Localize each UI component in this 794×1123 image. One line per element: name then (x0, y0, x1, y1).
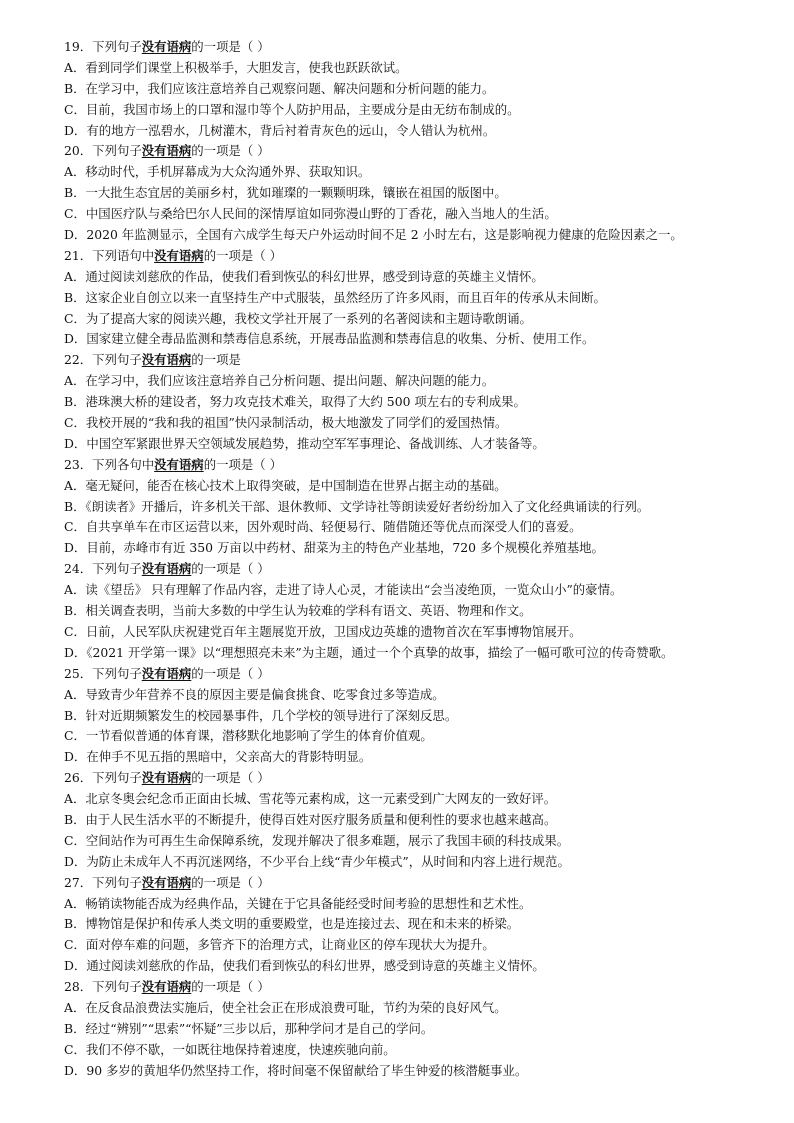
answer-option: D．为防止未成年人不再沉迷网络，不少平台上线“青少年模式”，从时间和内容上进行规范。 (64, 853, 570, 869)
question-stem-after: 的一项是（ ） (191, 143, 270, 159)
answer-option: A．在学习中，我们应该注意培养自己分析问题、提出问题、解决问题的能力。 (64, 373, 495, 389)
answer-option: D．《2021 开学第一课》以“理想照亮未来”为主题，通过一个个真挚的故事，描绘了一幅可歌可泣的传奇赞歌。 (64, 644, 674, 660)
question-stem (64, 768, 769, 789)
question-stem (64, 664, 769, 685)
answer-option: D．2020 年监测显示，全国有六成学生每天户外运动时间不足 2 小时左右，这是影响视力健康的危险因素之一。 (64, 227, 683, 243)
answer-option: B．《朗读者》开播后，许多机关干部、退休教师、文学诗社等朗读爱好者纷纷加入了文化经典诵读的行列。 (64, 498, 650, 514)
question-stem-before: 下列句子 (92, 665, 142, 681)
question-keyword: 没有语病 (141, 979, 192, 995)
answer-option: C．自共享单车在市区运营以来，因外观时尚、轻便易行、随借随还等优点而深受人们的喜爱。 (64, 519, 582, 535)
answer-option: C．我们不停不歇，一如既往地保持着速度，快速疾驰向前。 (64, 1041, 396, 1057)
question-stem (64, 977, 769, 998)
question-keyword: 没有语病 (141, 665, 192, 681)
answer-option: A．畅销读物能否成为经典作品，关键在于它具备能经受时间考验的思想性和艺术性。 (64, 895, 532, 911)
question-number: 25． (64, 665, 93, 681)
question-stem (64, 246, 769, 267)
answer-option: A．读《望岳》 只有理解了作品内容，走进了诗人心灵，才能读出“会当凌绝顶，一览众山小”的豪情。 (64, 582, 623, 598)
answer-option: B．由于人民生活水平的不断提升，使得百姓对医疗服务质量和便利性的要求也越来越高。 (64, 811, 557, 827)
answer-option: B．这家企业自创立以来一直坚持生产中式服装，虽然经历了许多风雨，而且百年的传承从未间断。 (64, 289, 606, 305)
answer-option: D．国家建立健全毒品监测和禁毒信息系统，开展毒品监测和禁毒信息的收集、分析、使用工作。 (64, 331, 595, 347)
answer-option: C．中国医疗队与桑给巴尔人民间的深情厚谊如同弥漫山野的丁香花，融入当地人的生活。 (64, 206, 557, 222)
answer-option: D．在伸手不见五指的黑暗中，父亲高大的背影特明显。 (64, 749, 372, 765)
question-stem-after: 的一项是 (191, 352, 241, 368)
question-number: 23． (64, 456, 93, 472)
answer-option: B．在学习中，我们应该注意培养自己观察问题、解决问题和分析问题的能力。 (64, 80, 495, 96)
question-stem-before: 下列句子 (92, 770, 142, 786)
answer-option: D．通过阅读刘慈欣的作品，使我们看到恢弘的科幻世界，感受到诗意的英雄主义情怀。 (64, 958, 545, 974)
question-block (64, 768, 769, 872)
question-stem-before: 下列各句中 (92, 456, 155, 472)
question-number: 24． (64, 561, 93, 577)
question-block (64, 559, 769, 663)
question-stem (64, 350, 769, 371)
question-keyword: 没有语病 (141, 561, 192, 577)
question-stem-before: 下列句子 (92, 143, 142, 159)
answer-option: B．港珠澳大桥的建设者，努力攻克技术难关，取得了大约 500 项左右的专利成果。 (64, 394, 526, 410)
question-stem-after: 的一项是（ ） (191, 561, 270, 577)
question-keyword: 没有语病 (154, 247, 204, 263)
question-number: 19． (64, 39, 93, 54)
question-stem (64, 141, 769, 162)
question-keyword: 没有语病 (141, 143, 192, 159)
question-keyword: 没有语病 (141, 770, 192, 786)
answer-option: A．移动时代，手机屏幕成为大众沟通外界、获取知识。 (64, 164, 371, 180)
answer-option: C．为了提高大家的阅读兴趣，我校文学社开展了一系列的名著阅读和主题诗歌朗诵。 (64, 310, 532, 326)
question-stem-after: 的一项是（ ） (203, 456, 282, 472)
question-number: 22． (64, 352, 93, 368)
question-stem (64, 559, 769, 580)
answer-option: B．一大批生态宜居的美丽乡村，犹如璀璨的一颗颗明珠，镶嵌在祖国的版图中。 (64, 185, 507, 201)
question-stem-after: 的一项是（ ） (191, 770, 270, 786)
answer-option: B．针对近期频繁发生的校园暴事件，几个学校的领导进行了深刻反思。 (64, 707, 458, 723)
answer-option: B．相关调查表明，当前大多数的中学生认为较难的学科有语文、英语、物理和作文。 (64, 603, 532, 619)
answer-option: C．一节看似普通的体育课，潜移默化地影响了学生的体育价值观。 (64, 728, 433, 744)
worksheet-page (64, 37, 769, 1082)
answer-option: C．空间站作为可再生生命保障系统，发现并解决了很多难题，展示了我国丰硕的科技成果。 (64, 832, 570, 848)
answer-option: C．目前，我国市场上的口罩和湿巾等个人防护用品，主要成分是由无纺布制成的。 (64, 101, 520, 117)
question-stem (64, 37, 769, 58)
question-block (64, 873, 769, 977)
answer-option: C．我校开展的“我和我的祖国”快闪录制活动，极大地激发了同学们的爱国热情。 (64, 415, 508, 431)
answer-option: A．导致青少年营养不良的原因主要是偏食挑食、吃零食过多等造成。 (64, 686, 445, 702)
question-block (64, 37, 769, 141)
question-stem-after: 的一项是（ ） (203, 247, 282, 263)
question-keyword: 没有语病 (141, 352, 192, 368)
answer-option: D．目前，赤峰市有近 350 万亩以中药材、甜菜为主的特色产业基地，720 多个规模化养殖基地。 (64, 540, 604, 556)
answer-option: A．通过阅读刘慈欣的作品，使我们看到恢弘的科幻世界，感受到诗意的英雄主义情怀。 (64, 268, 544, 284)
question-stem-before: 下列句子 (92, 874, 142, 890)
question-stem-after: 的一项是（ ） (191, 874, 270, 890)
answer-option: B．博物馆是保护和传承人类文明的重要殿堂，也是连接过去、现在和未来的桥梁。 (64, 916, 520, 932)
answer-option: C．日前，人民军队庆祝建党百年主题展览开放，卫国戍边英雄的遗物首次在军事博物馆展开。 (64, 623, 582, 639)
question-stem-before: 下列句子 (92, 352, 142, 368)
answer-option: D．有的地方一泓碧水，几树灌木，背后衬着青灰色的远山，令人错认为杭州。 (64, 122, 496, 138)
question-stem-before: 下列语句中 (92, 247, 155, 263)
question-number: 27． (64, 874, 93, 890)
question-stem-after: 的一项是（ ） (191, 39, 270, 54)
question-stem-before: 下列句子 (92, 39, 142, 54)
answer-option: A．在反食品浪费法实施后，使全社会正在形成浪费可耻，节约为荣的良好风气。 (64, 999, 507, 1015)
question-block (64, 350, 769, 454)
question-block (64, 977, 769, 1081)
question-number: 26． (64, 770, 93, 786)
question-stem (64, 873, 769, 894)
question-block (64, 141, 769, 245)
answer-option: D．90 多岁的黄旭华仍然坚持工作，将时间毫不保留献给了毕生钟爱的核潜艇事业。 (64, 1062, 528, 1078)
question-keyword: 没有语病 (141, 39, 192, 54)
question-block (64, 455, 769, 559)
question-number: 21． (64, 247, 93, 263)
question-number: 28． (64, 979, 93, 995)
question-stem (64, 455, 769, 476)
question-keyword: 没有语病 (154, 456, 204, 472)
answer-option: B．经过“辨别”“思索”“怀疑”三步以后，那种学问才是自己的学问。 (64, 1020, 434, 1036)
answer-option: C．面对停车难的问题，多管齐下的治理方式，让商业区的停车现状大为提升。 (64, 937, 495, 953)
question-stem-before: 下列句子 (92, 561, 142, 577)
answer-option: A．看到同学们课堂上积极举手，大胆发言，使我也跃跃欲试。 (64, 59, 408, 75)
question-number: 20． (64, 143, 93, 159)
answer-option: A．北京冬奥会纪念币正面由长城、雪花等元素构成，这一元素受到广大网友的一致好评。 (64, 791, 557, 807)
question-block (64, 664, 769, 768)
answer-option: A．毫无疑问，能否在核心技术上取得突破，是中国制造在世界占据主动的基础。 (64, 477, 507, 493)
answer-option: D．中国空军紧跟世界天空领域发展趋势，推动空军军事理论、备战训练、人才装备等。 (64, 435, 545, 451)
question-stem-before: 下列句子 (92, 979, 142, 995)
question-stem-after: 的一项是（ ） (191, 665, 270, 681)
question-block (64, 246, 769, 350)
question-stem-after: 的一项是（ ） (191, 979, 270, 995)
question-keyword: 没有语病 (141, 874, 192, 890)
